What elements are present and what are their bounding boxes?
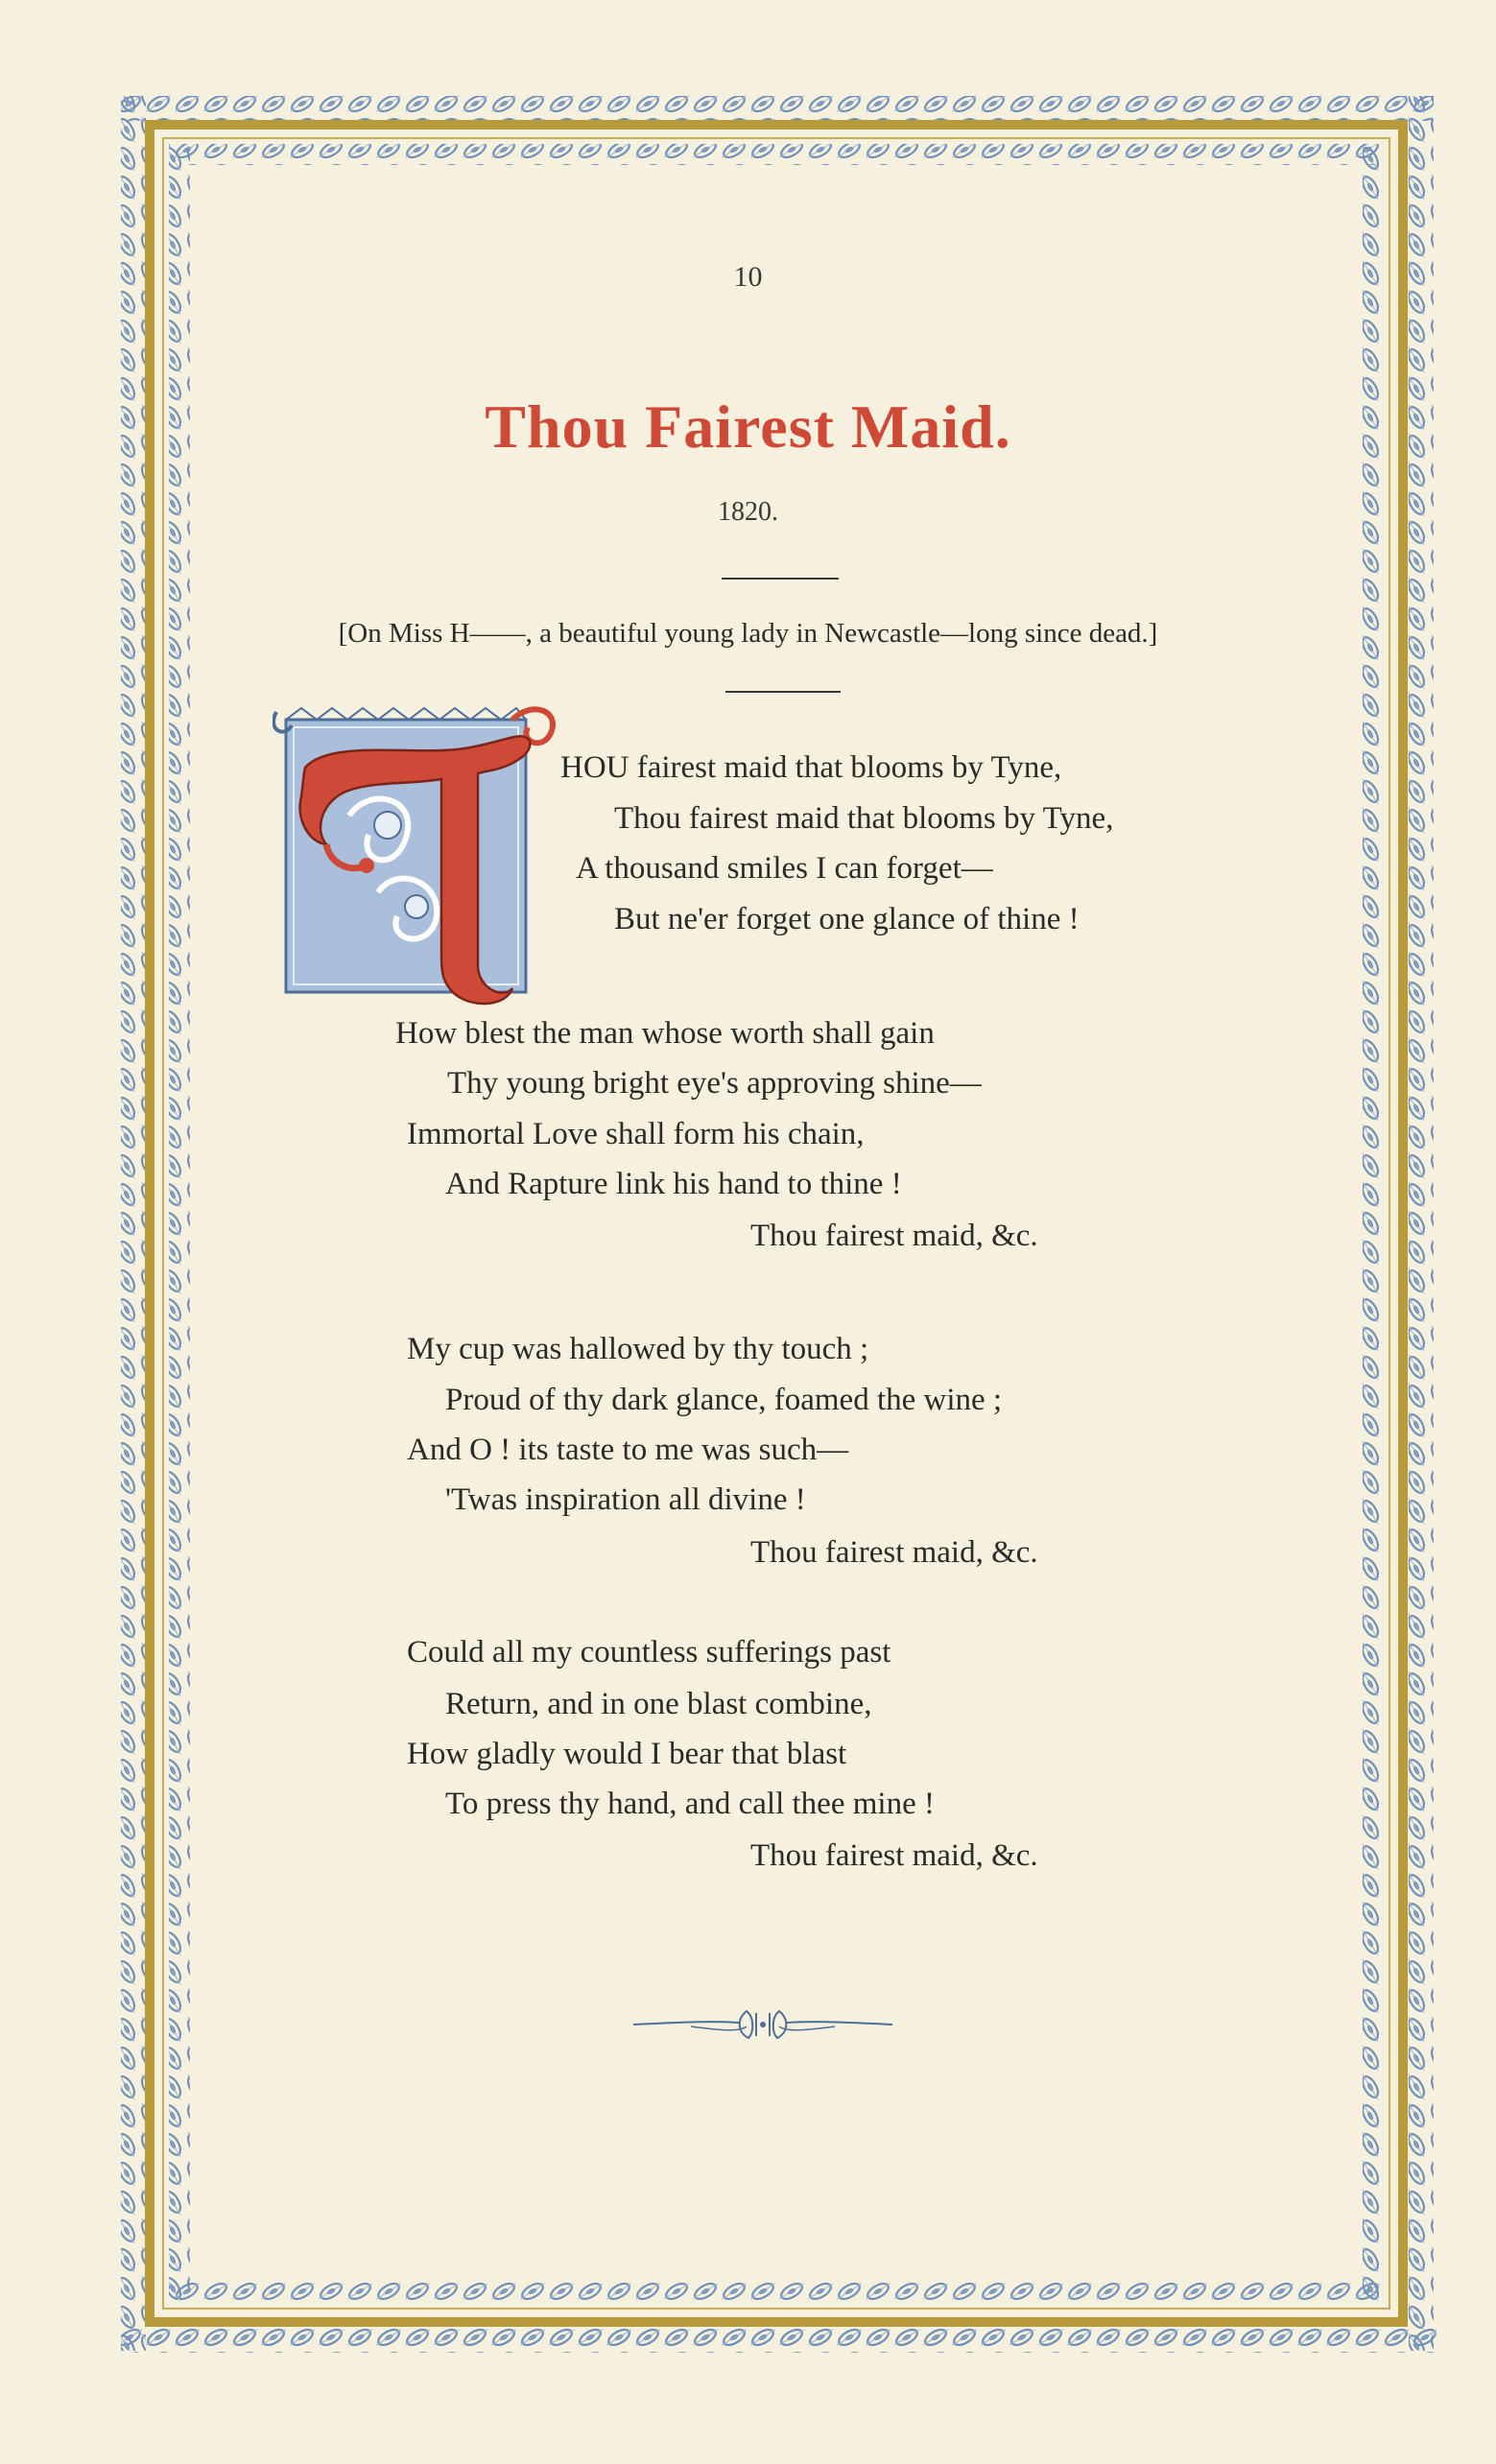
- stanza3-line1: My cup was hallowed by thy touch ;: [407, 1332, 869, 1366]
- stanza3-refrain: Thou fairest maid, &c.: [750, 1535, 1038, 1570]
- poem-year: 1820.: [718, 497, 778, 527]
- stanza4-line2: Return, and in one blast combine,: [445, 1687, 872, 1721]
- stanza3-line3: And O ! its taste to me was such—: [407, 1433, 849, 1467]
- stanza1-line3: A thousand smiles I can forget—: [576, 851, 993, 886]
- stanza4-line3: How gladly would I bear that blast: [407, 1737, 847, 1771]
- stanza2-line3: Immortal Love shall form his chain,: [407, 1117, 865, 1151]
- dropcap-illuminated-t: [273, 700, 560, 1011]
- stanza1-line2: Thou fairest maid that blooms by Tyne,: [614, 801, 1114, 836]
- stanza1-line1: HOU fairest maid that blooms by Tyne,: [560, 750, 1062, 785]
- poem-title: Thou Fairest Maid.: [485, 392, 1011, 461]
- stanza2-refrain: Thou fairest maid, &c.: [750, 1219, 1038, 1253]
- rule-under-dedication: [725, 691, 841, 693]
- stanza2-line1: How blest the man whose worth shall gain: [395, 1016, 935, 1051]
- stanza4-refrain: Thou fairest maid, &c.: [750, 1838, 1038, 1873]
- stanza2-line2: Thy young bright eye's approving shine—: [447, 1066, 982, 1101]
- stanza2-line4: And Rapture link his hand to thine !: [445, 1167, 902, 1201]
- stanza4-line1: Could all my countless sufferings past: [407, 1635, 891, 1670]
- stanza3-line2: Proud of thy dark glance, foamed the wine ;: [445, 1383, 1003, 1417]
- dedication-note: [On Miss H——, a beautiful young lady in Newcastle—long since dead.]: [338, 618, 1158, 649]
- stanza3-line4: 'Twas inspiration all divine !: [445, 1482, 806, 1517]
- stanza1-line4: But ne'er forget one glance of thine !: [614, 902, 1080, 936]
- rule-under-year: [722, 578, 839, 580]
- stanza4-line4: To press thy hand, and call thee mine !: [445, 1787, 935, 1821]
- tailpiece-ornament-icon: [633, 2005, 892, 2044]
- page-number: 10: [733, 261, 763, 293]
